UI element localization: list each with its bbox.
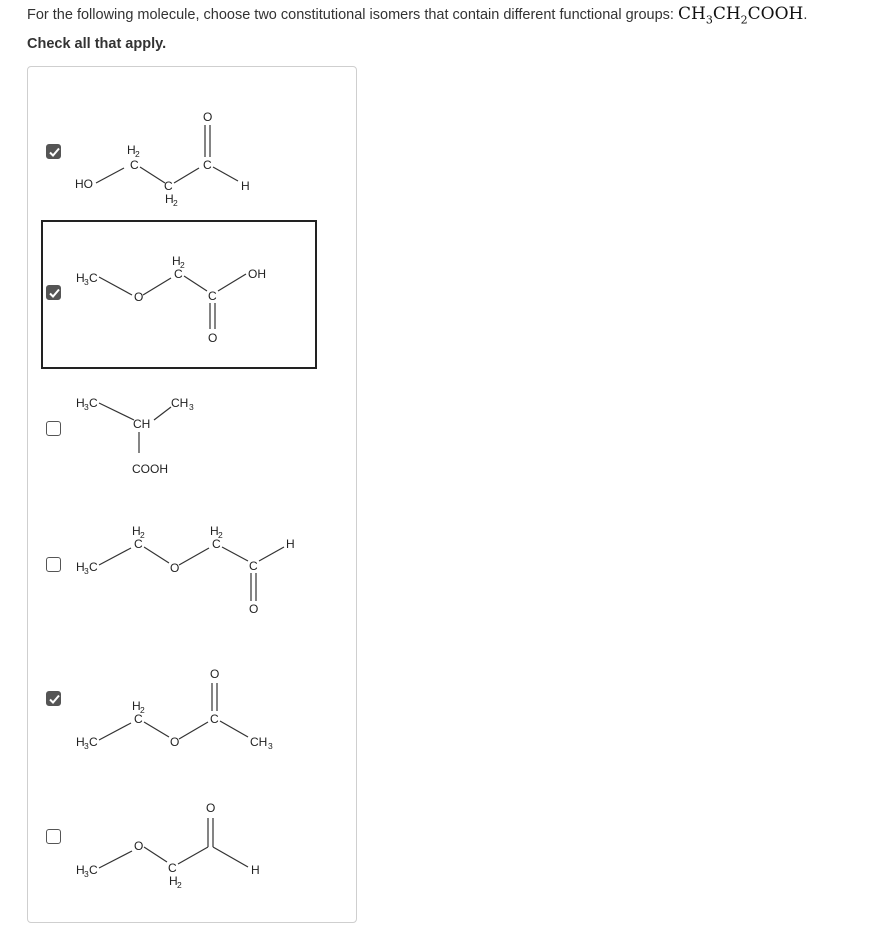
svg-text:C: C bbox=[212, 537, 221, 551]
svg-text:H: H bbox=[76, 271, 85, 285]
svg-text:2: 2 bbox=[140, 530, 145, 540]
instruction-text: Check all that apply. bbox=[27, 36, 167, 52]
svg-text:O: O bbox=[208, 331, 218, 345]
svg-text:OH: OH bbox=[248, 267, 266, 281]
svg-text:C: C bbox=[168, 861, 177, 875]
svg-text:C: C bbox=[203, 158, 212, 172]
svg-text:3: 3 bbox=[84, 566, 89, 576]
svg-text:H: H bbox=[172, 254, 181, 268]
svg-text:C: C bbox=[134, 537, 143, 551]
svg-text:O: O bbox=[210, 667, 220, 681]
question-period: . bbox=[803, 7, 808, 23]
svg-text:H: H bbox=[210, 524, 219, 538]
svg-text:O: O bbox=[170, 735, 180, 749]
svg-text:H: H bbox=[76, 863, 85, 877]
question-prompt: For the following molecule, choose two constitutional isomers that contain different functional groups: bbox=[27, 7, 674, 23]
svg-text:H: H bbox=[127, 143, 136, 157]
svg-text:H: H bbox=[169, 874, 178, 888]
svg-text:3: 3 bbox=[84, 869, 89, 879]
svg-text:3: 3 bbox=[189, 402, 194, 412]
svg-text:O: O bbox=[134, 839, 144, 853]
options-panel bbox=[27, 66, 357, 923]
option-1-checkbox[interactable] bbox=[46, 144, 61, 159]
svg-text:O: O bbox=[170, 561, 180, 575]
svg-text:H: H bbox=[76, 560, 85, 574]
svg-text:H: H bbox=[251, 863, 260, 877]
svg-text:3: 3 bbox=[84, 741, 89, 751]
option-2-checkbox[interactable] bbox=[46, 285, 61, 300]
molecule-5 bbox=[68, 657, 318, 767]
svg-text:H: H bbox=[241, 179, 250, 193]
svg-text:3: 3 bbox=[84, 402, 89, 412]
svg-text:H: H bbox=[76, 735, 85, 749]
svg-text:C: C bbox=[89, 863, 98, 877]
svg-text:COOH: COOH bbox=[132, 462, 168, 476]
svg-text:CH: CH bbox=[133, 417, 151, 431]
svg-text:2: 2 bbox=[218, 530, 223, 540]
molecule-3 bbox=[68, 377, 308, 487]
svg-text:3: 3 bbox=[268, 741, 273, 751]
svg-text:C: C bbox=[89, 735, 98, 749]
svg-text:C: C bbox=[164, 179, 173, 193]
svg-text:2: 2 bbox=[177, 880, 182, 890]
svg-text:CH: CH bbox=[250, 735, 268, 749]
svg-text:O: O bbox=[249, 602, 259, 616]
svg-text:C: C bbox=[89, 560, 98, 574]
svg-text:C: C bbox=[208, 289, 217, 303]
svg-text:HO: HO bbox=[75, 177, 93, 191]
option-4-checkbox[interactable] bbox=[46, 557, 61, 572]
svg-text:2: 2 bbox=[140, 705, 145, 715]
question-formula: $CH_3CH_2COOH$ bbox=[677, 4, 804, 27]
option-5-checkbox[interactable] bbox=[46, 691, 61, 706]
svg-text:CH: CH bbox=[171, 396, 189, 410]
check-icon bbox=[47, 145, 62, 160]
molecule-4 bbox=[68, 512, 318, 632]
molecule-6 bbox=[68, 792, 318, 902]
svg-text:H: H bbox=[165, 192, 174, 206]
svg-text:C: C bbox=[89, 396, 98, 410]
svg-text:H: H bbox=[286, 537, 295, 551]
svg-text:O: O bbox=[206, 801, 216, 815]
option-3-checkbox[interactable] bbox=[46, 421, 61, 436]
check-icon bbox=[47, 286, 62, 301]
svg-text:C: C bbox=[134, 712, 143, 726]
svg-text:H: H bbox=[132, 524, 141, 538]
svg-text:C: C bbox=[174, 267, 183, 281]
svg-text:3: 3 bbox=[84, 277, 89, 287]
svg-text:O: O bbox=[203, 110, 213, 124]
svg-text:2: 2 bbox=[135, 149, 140, 159]
svg-text:H: H bbox=[76, 396, 85, 410]
svg-text:C: C bbox=[89, 271, 98, 285]
molecule-2 bbox=[68, 242, 308, 362]
svg-text:C: C bbox=[210, 712, 219, 726]
molecule-1 bbox=[68, 97, 308, 217]
svg-text:2: 2 bbox=[180, 260, 185, 270]
svg-text:C: C bbox=[130, 158, 139, 172]
option-6-checkbox[interactable] bbox=[46, 829, 61, 844]
question-text bbox=[27, 4, 807, 26]
svg-text:O: O bbox=[134, 290, 144, 304]
svg-text:H: H bbox=[132, 699, 141, 713]
svg-text:C: C bbox=[249, 559, 258, 573]
check-icon bbox=[47, 692, 62, 707]
svg-text:2: 2 bbox=[173, 198, 178, 208]
